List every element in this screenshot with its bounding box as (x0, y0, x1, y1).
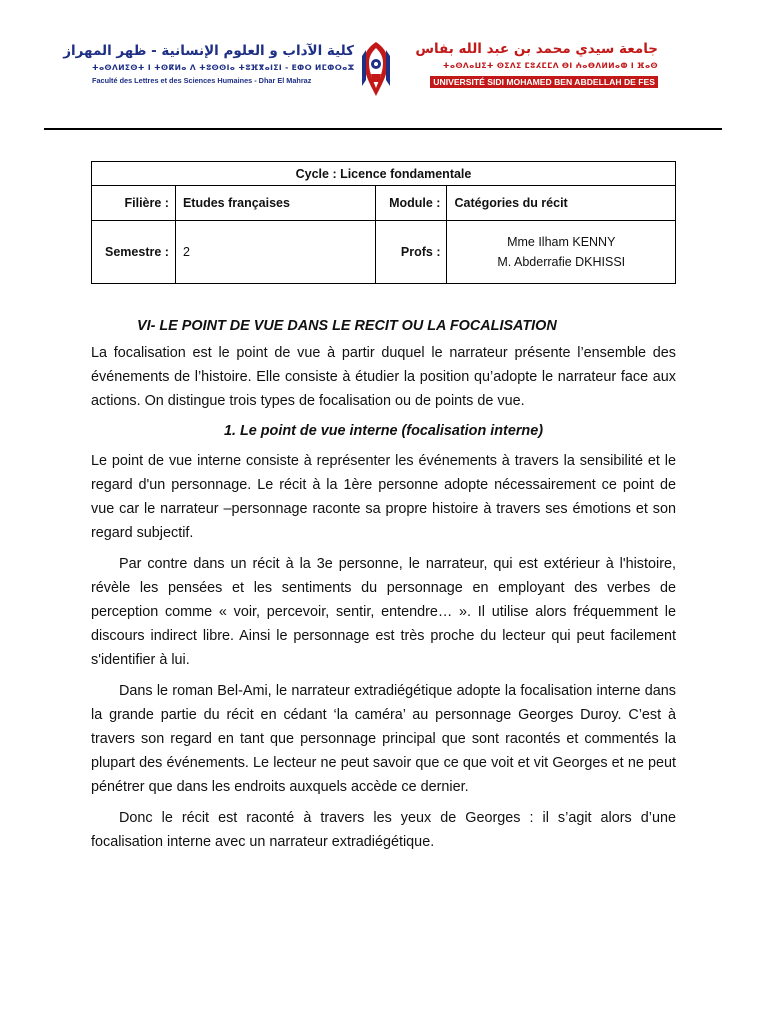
university-name-tifinagh: ⵜⴰⵙⴷⴰⵡⵉⵜ ⵙⵉⴷⵉ ⵎⵓⵃⵎⵎⴷ ⴱⵏ ⵄⴰⴱⴷⵍⵍⴰⵀ ⵏ ⴼⴰⵙ (442, 61, 658, 70)
section-title: VI- LE POINT DE VUE DANS LE RECIT OU LA FOCALISATION (137, 318, 557, 334)
body-paragraph: Le point de vue interne consiste à représenter les événements à travers la sensibilité et le regard d'un personnage. Le récit à la 1ère personne adopte nécessairement ce point de vue car le narrateur –personnage raconte sa propre histoire à travers ses émotions et son regard subjectif. (91, 453, 676, 541)
faculty-name-tifinagh: ⵜⴰⵙⴷⵍⵉⵙⵜ ⵏ ⵜⵙⴽⵍⴰ ⴷ ⵜⵓⵙⵙⵏⴰ ⵜⵓⴼⴳⴰⵏⵉⵏ - ⴹⵀⵔ ⵍⵎⵀⵔⴰⵣ (92, 63, 355, 72)
module-value: Catégories du récit (447, 186, 676, 221)
profs-value (447, 221, 676, 284)
subsection-title: 1. Le point de vue interne (focalisation interne) (223, 423, 544, 439)
filiere-label: Filière : (92, 186, 176, 221)
faculty-name-arabic: كلية الآداب و العلوم الإنسانية - ظهر المهراز (63, 43, 354, 59)
profs-label: Profs : (375, 221, 447, 284)
faculty-heading (63, 40, 355, 98)
body-paragraph: Dans le roman Bel-Ami, le narrateur extradiégétique adopte la focalisation interne dans la grande partie du récit en cédant ‘la caméra’ au personnage Georges Duroy. C’est à travers son regard en tant que personnage principal que sont racontés et commentés la plupart des événements. Le lecteur ne peut savoir que ce que voit et vit Georges et ne peut pénétrer que dans les endroits auxquels accède ce dernier. (91, 683, 676, 795)
letterhead (63, 40, 658, 98)
body-paragraph: Par contre dans un récit à la 3e personne, le narrateur, qui est extérieur à l'histoire, révèle les pensées et les sentiments du personnage en employant des verbes de perception comme « voir, percevoir, sentir, entendre… ». Il utilise alors fréquemment le discours indirect libre. Ainsi le personnage est très proche du lecteur qui peut facilement s'identifier à lui. (91, 556, 676, 668)
module-label: Module : (375, 186, 447, 221)
university-seal-icon (358, 40, 394, 98)
faculty-name-french: Faculté des Lettres et des Sciences Humaines - Dhar El Mahraz (92, 76, 312, 85)
semestre-label: Semestre : (92, 221, 176, 284)
document-body (91, 314, 676, 854)
university-name-french: UNIVERSITÉ SIDI MOHAMED BEN ABDELLAH DE FES (430, 76, 658, 88)
university-heading (396, 40, 658, 98)
course-info-table (91, 161, 676, 284)
header-divider (44, 128, 722, 130)
prof-name: M. Abderrafie DKHISSI (497, 255, 626, 269)
prof-name: Mme Ilham KENNY (507, 235, 616, 249)
filiere-value: Etudes françaises (175, 186, 375, 221)
intro-paragraph: La focalisation est le point de vue à partir duquel le narrateur présente l’ensemble des événements de l’histoire. Elle consiste à étudier la position qu’adopte le narrateur face aux actions. On distingue trois types de focalisation ou de points de vue. (91, 345, 676, 409)
university-name-arabic: جامعة سيدي محمد بن عبد الله بفاس (415, 41, 658, 57)
cycle-cell: Cycle : Licence fondamentale (92, 162, 676, 186)
semestre-value: 2 (175, 221, 375, 284)
body-paragraph: Donc le récit est raconté à travers les yeux de Georges : il s’agit alors d’une focalisation interne avec un narrateur extradiégétique. (91, 810, 676, 850)
